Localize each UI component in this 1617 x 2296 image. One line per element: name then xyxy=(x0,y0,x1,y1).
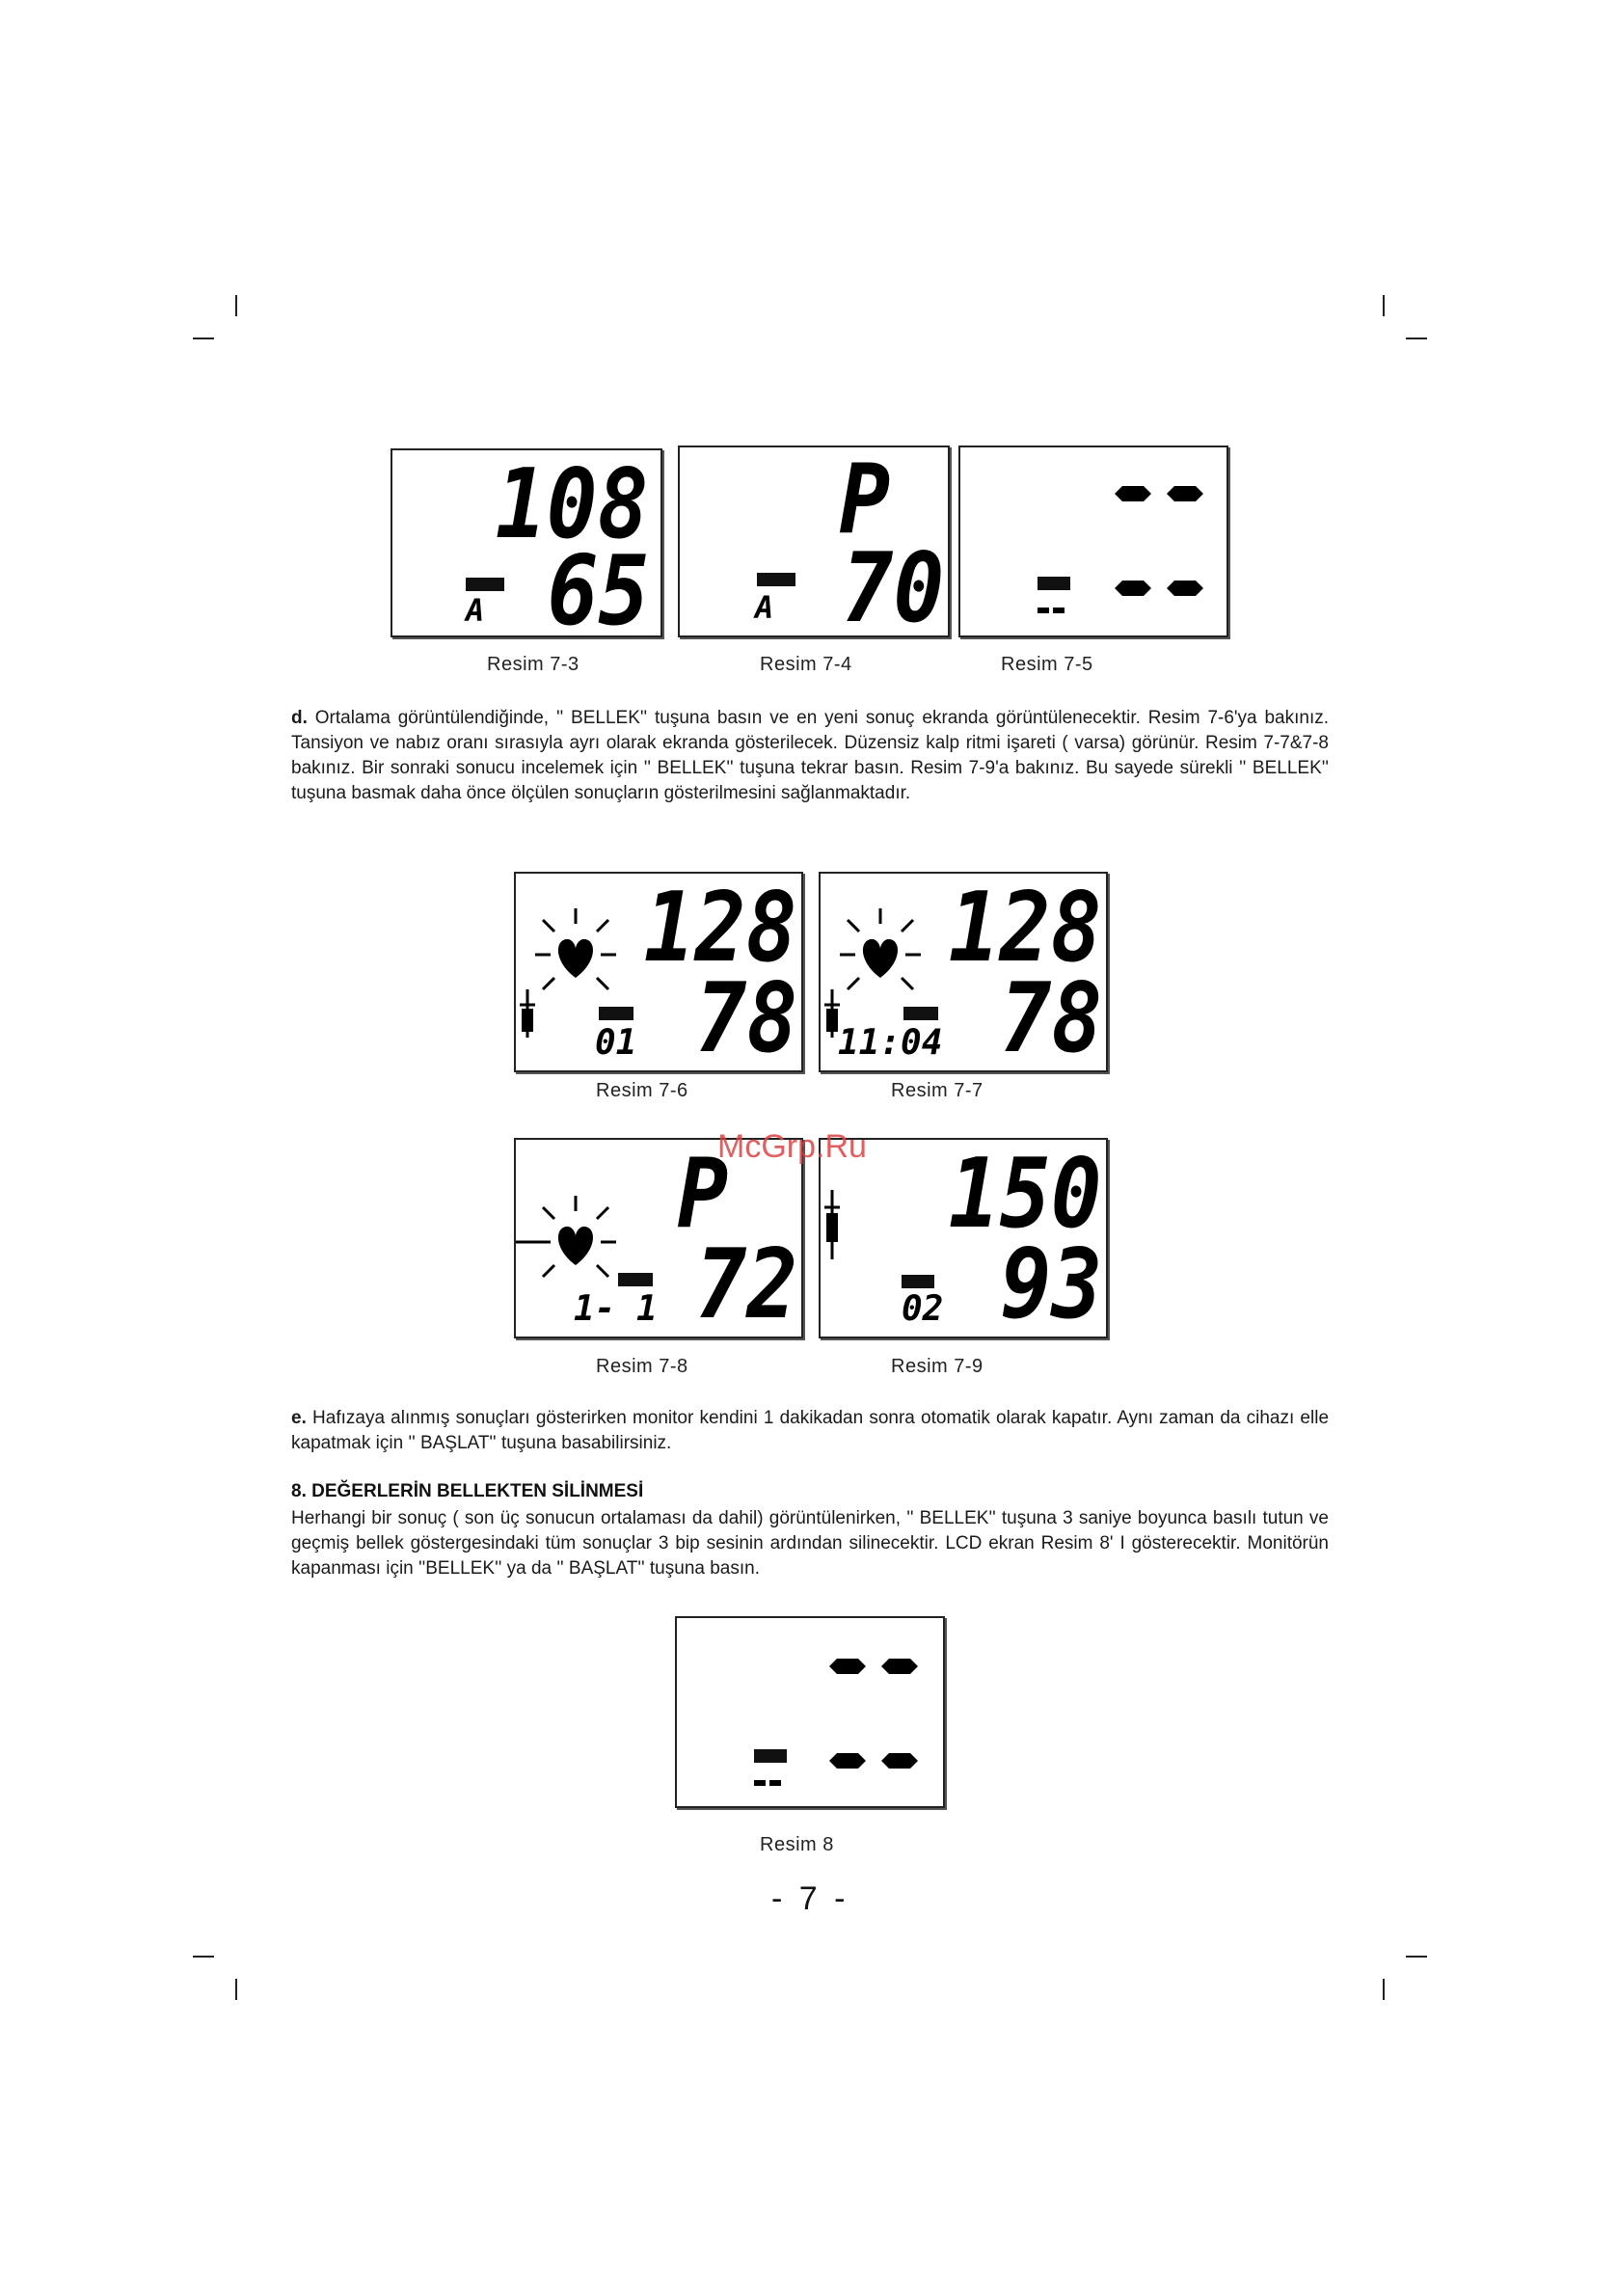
pulse-indicator: P xyxy=(677,1137,728,1250)
lcd-figure-7-5 xyxy=(958,446,1228,637)
crop-mark xyxy=(1383,295,1385,316)
lcd-figure-8 xyxy=(675,1616,945,1808)
caption-8: Resim 8 xyxy=(760,1834,834,1855)
crop-mark xyxy=(235,295,237,316)
lcd-figure-7-8 xyxy=(514,1138,803,1338)
crop-mark xyxy=(193,338,214,339)
section-8-heading: 8. DEĞERLERİN BELLEKTEN SİLİNMESİ xyxy=(291,1481,644,1501)
memory-number: 1- 1 xyxy=(574,1289,658,1329)
systolic-value: 128 xyxy=(949,871,1102,984)
paragraph-d-label: d. xyxy=(291,708,308,728)
diastolic-value: 78 xyxy=(1000,961,1102,1074)
caption-7-8: Resim 7-8 xyxy=(596,1356,688,1377)
memory-number: 02 xyxy=(902,1289,944,1329)
caption-7-7: Resim 7-7 xyxy=(891,1080,984,1101)
section-8-text: Herhangi bir sonuç ( son üç sonucun ortalaması da dahil) görüntülenirken, '' BELLEK'' tuşuna 3 saniye boyunca basılı tutun ve geçmiş bellek göstergesindaki tüm sonuçlar 3 bip sesinin ardından silinecektir. LCD ekran Resim 8' I gösterecektir. Monitörün kapanması için ''BELLEK'' ya da '' BAŞLAT'' tuşuna basın. xyxy=(291,1508,1329,1579)
paragraph-d-text: Ortalama görüntülendiğinde, '' BELLEK'' tuşuna basın ve en yeni sonuç ekranda görüntülenecektir. Resim 7-6'ya bakınız. Tansiyon ve nabız oranı sırasıyla ayrı olarak ekranda gösterilecek. Düzensiz kalp ritmi işareti ( varsa) görünür. Resim 7-7&7-8 bakınız. Bir sonraki sonucu incelemek için '' BELLEK'' tuşuna tekrar basın. Resim 7-9'a bakınız. Bu sayede sürekli '' BELLEK'' tuşuna basmak daha önce ölçülen sonuçların gösterilmesini sağlanmaktadır. xyxy=(291,708,1329,803)
crop-mark xyxy=(1383,1979,1385,2000)
paragraph-d xyxy=(291,706,1329,806)
systolic-value: 128 xyxy=(644,871,797,984)
memory-icon xyxy=(466,578,504,591)
diastolic-value: 65 xyxy=(547,534,649,647)
watermark: McGrp.Ru xyxy=(717,1128,867,1165)
lcd-figure-7-6 xyxy=(514,872,803,1072)
average-indicator: A xyxy=(466,592,485,629)
average-indicator: A xyxy=(755,589,774,626)
systolic-value: 150 xyxy=(949,1137,1102,1250)
memory-time: 11:04 xyxy=(838,1023,943,1063)
paragraph-e xyxy=(291,1406,1329,1456)
pulse-indicator: P xyxy=(839,443,890,555)
paragraph-e-text: Hafızaya alınmış sonuçları gösterirken monitor kendini 1 dakikadan sonra otomatik olarak kapatır. Aynı zaman da cihazı elle kapatmak için '' BAŞLAT'' tuşuna basabilirsiniz. xyxy=(291,1408,1330,1453)
pulse-value: 72 xyxy=(695,1228,797,1340)
crop-mark xyxy=(193,1956,214,1958)
caption-7-4: Resim 7-4 xyxy=(760,654,852,675)
dash-segments xyxy=(677,1618,943,1806)
lcd-figure-7-9 xyxy=(819,1138,1108,1338)
caption-7-3: Resim 7-3 xyxy=(487,654,579,675)
crop-mark xyxy=(1406,338,1427,339)
paragraph-e-label: e. xyxy=(291,1408,307,1428)
caption-7-6: Resim 7-6 xyxy=(596,1080,688,1101)
systolic-value: 108 xyxy=(496,447,649,560)
crop-mark xyxy=(1406,1956,1427,1958)
pulse-value: 70 xyxy=(842,531,944,644)
diastolic-value: 93 xyxy=(1000,1228,1102,1340)
diastolic-value: 78 xyxy=(695,961,797,1074)
memory-icon xyxy=(757,573,795,586)
lcd-figure-7-4 xyxy=(678,443,950,644)
memory-number: 01 xyxy=(595,1023,637,1063)
page-number: - 7 - xyxy=(771,1880,849,1917)
dash-segments xyxy=(960,447,1226,635)
crop-mark xyxy=(235,1979,237,2000)
caption-7-9: Resim 7-9 xyxy=(891,1356,984,1377)
lcd-figure-7-7 xyxy=(819,872,1108,1072)
caption-7-5: Resim 7-5 xyxy=(1001,654,1093,675)
lcd-figure-7-3 xyxy=(391,447,662,647)
